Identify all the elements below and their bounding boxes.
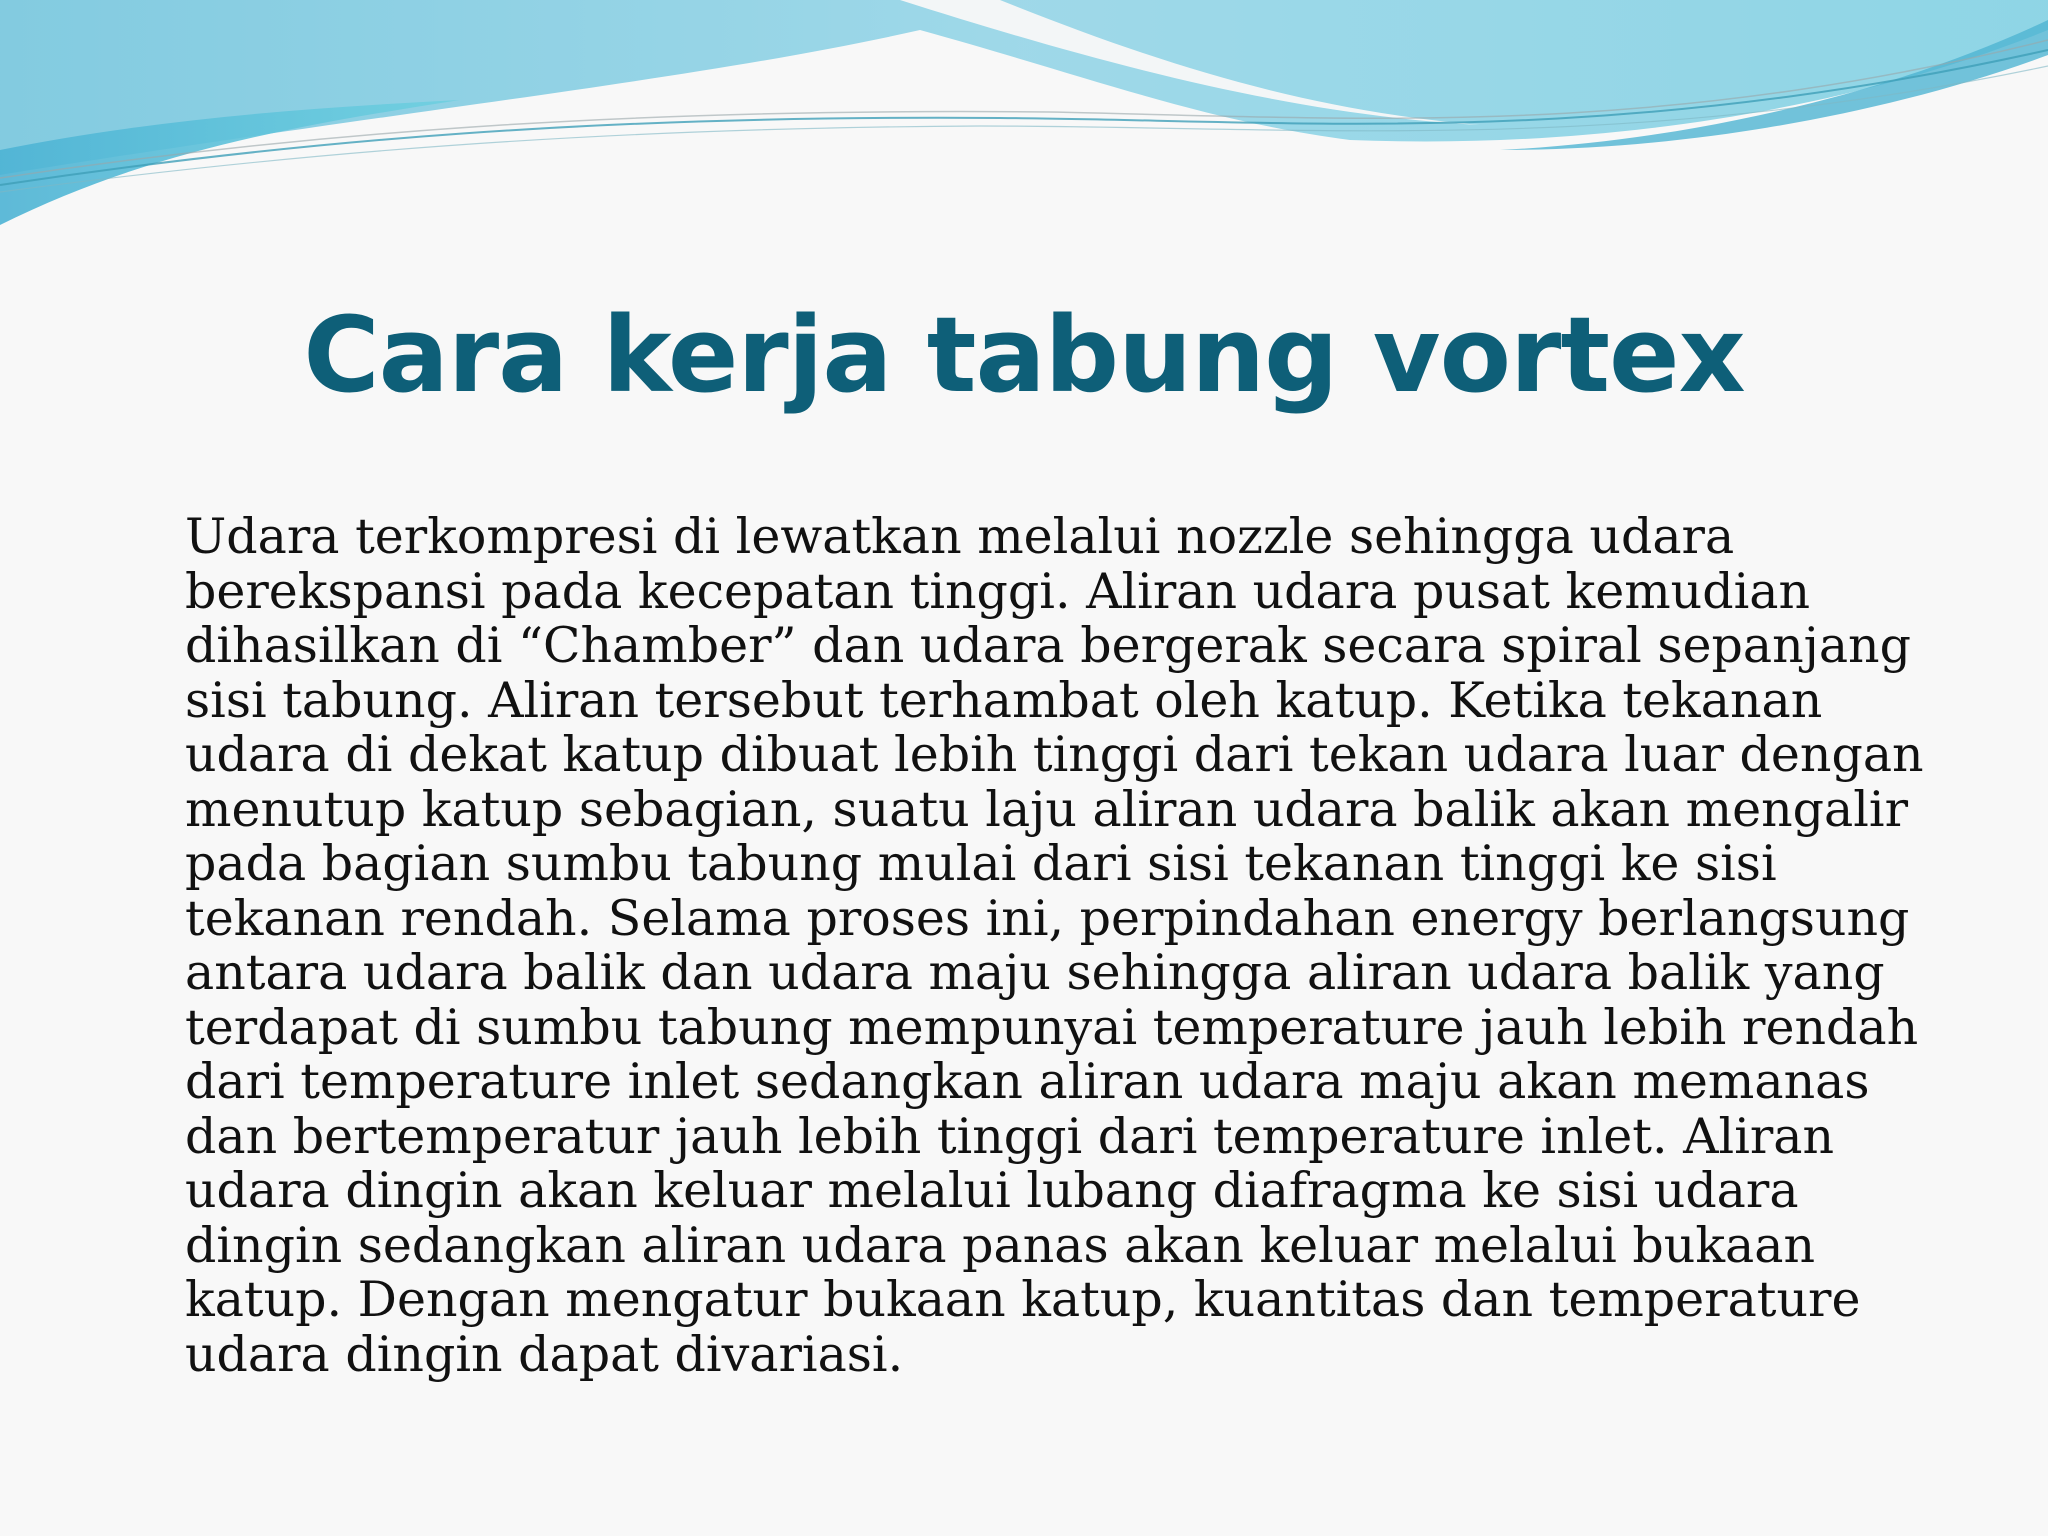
body-line: dari temperature inlet sedangkan aliran udara maju akan memanas: [185, 1053, 1870, 1110]
body-line: berekspansi pada kecepatan tinggi. Aliran udara pusat kemudian: [185, 562, 1811, 620]
body-line: sisi tabung. Aliran tersebut terhambat oleh katup. Ketika tekanan: [185, 671, 1823, 729]
body-line: dan bertemperatur jauh lebih tinggi dari temperature inlet. Aliran: [185, 1107, 1835, 1165]
body-line: udara dingin dapat divariasi.: [185, 1325, 904, 1383]
slide-title: Cara kerja tabung vortex: [303, 294, 1745, 416]
body-line: katup. Dengan mengatur bukaan katup, kuantitas dan temperature: [185, 1271, 1861, 1328]
body-line: menutup katup sebagian, suatu laju aliran udara balik akan mengalir: [185, 780, 1908, 838]
slide-body-paragraph: [185, 510, 1925, 1382]
body-line: udara di dekat katup dibuat lebih tinggi dari tekan udara luar dengan: [185, 726, 1924, 783]
body-line: antara udara balik dan udara maju sehingga aliran udara balik yang: [185, 944, 1885, 1001]
body-line: terdapat di sumbu tabung mempunyai temperature jauh lebih rendah: [185, 998, 1919, 1056]
body-line: dingin sedangkan aliran udara panas akan keluar melalui bukaan: [185, 1216, 1816, 1274]
body-line: Udara terkompresi di lewatkan melalui nozzle sehingga udara: [185, 508, 1735, 565]
body-line: dihasilkan di “Chamber” dan udara bergerak secara spiral sepanjang: [185, 617, 1911, 674]
body-line: udara dingin akan keluar melalui lubang diafragma ke sisi udara: [185, 1162, 1799, 1219]
body-line: pada bagian sumbu tabung mulai dari sisi tekanan tinggi ke sisi: [185, 835, 1777, 892]
body-line: tekanan rendah. Selama proses ini, perpindahan energy berlangsung: [185, 889, 1910, 947]
wave-header-decoration: [0, 0, 2048, 260]
